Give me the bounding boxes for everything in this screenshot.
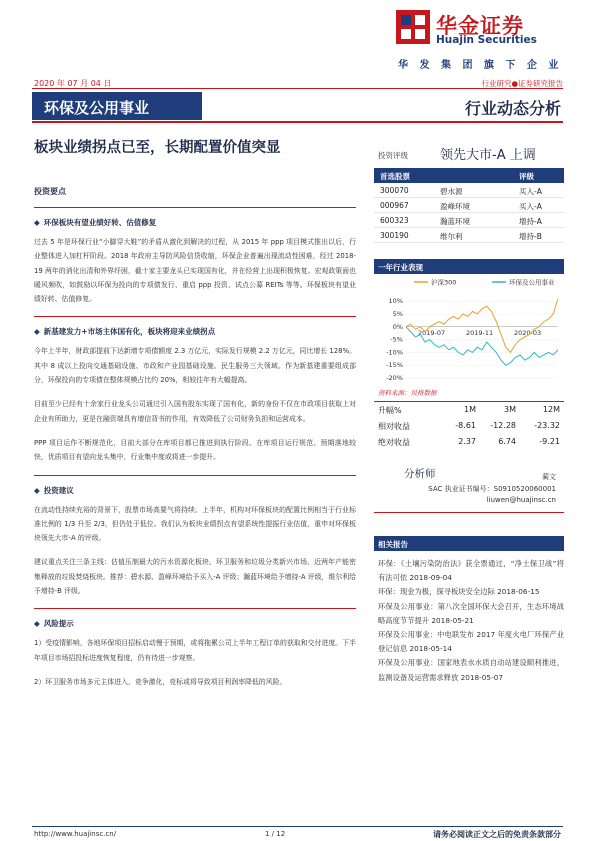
chart-source: 资料来源：贝格数据 (378, 389, 437, 397)
diamond-bullet-icon: ◆ (34, 619, 40, 629)
table-row (374, 434, 564, 450)
returns-label: 相对收益 (378, 422, 410, 431)
x-tick-label: 2019-07 (418, 328, 446, 337)
sidebar (374, 140, 564, 685)
page-number: 1 / 12 (265, 830, 286, 838)
returns-value: 2.37 (458, 437, 476, 446)
subsection-title (34, 485, 356, 496)
section-divider (34, 608, 356, 609)
returns-value: -9.21 (539, 437, 560, 446)
analyst-license: SAC 执业证书编号：S0910520060001 (428, 485, 556, 493)
company-logo (396, 8, 566, 71)
legend-label: 沪深300 (431, 278, 457, 287)
returns-header-cell: 升幅% (378, 406, 402, 415)
page-title: 板块业绩拐点已至，长期配置价值突显 (34, 140, 281, 156)
diamond-bullet-icon: ◆ (34, 485, 40, 495)
table-row (374, 198, 564, 213)
y-tick-label: -20% (386, 374, 403, 382)
y-tick-label: 5% (392, 309, 403, 318)
stock-code: 300190 (380, 231, 409, 240)
stock-rating: 买入-A (519, 202, 542, 211)
table-row (374, 213, 564, 228)
returns-label: 绝对收益 (378, 438, 410, 447)
analyst-name: 蔺文 (542, 473, 556, 481)
y-tick-label: -10% (386, 348, 403, 357)
title-divider (32, 121, 563, 123)
paragraph: 目前至少已经有十余家行业龙头公司通过引入国有股东实现了国有化，新的身份不仅在市政项目获取上对企业有所助力，更是在融资端具有增信背书的作用，有效降低了公司财务负担和运营成本。 (34, 400, 356, 423)
footer-disclaimer: 请务必阅读正文之后的免责条款部分 (433, 830, 561, 839)
x-tick-label: 2020-03 (514, 328, 542, 337)
analyst-email[interactable]: liuwen@huajinsc.cn (486, 496, 556, 504)
paragraph: 1）受疫情影响，各地环保项目招标启动慢于预期，或将拖累公司上半年工程订单的获取和交付进度。下半年项目市场招投标进度恢复程度，仍有待进一步观察。 (34, 639, 356, 662)
legend-label: 环保及公用事业 (509, 278, 555, 287)
paragraph: 今年上半年，财政部提前下达新增专项债额度 2.3 万亿元，实际发行规模 2.2 万亿元，同比增长 128%。其中 8 成以上投向交通基础设施、市政和产业园基础设施、民生服务三大领域。作为新基建重要组成部分，环保投向的专项债在整体规模占比约 20%，相较往年有大幅提高。 (34, 347, 356, 385)
stock-code: 600323 (380, 216, 409, 225)
subsection-title (34, 326, 356, 337)
column-header: 评级 (519, 172, 534, 181)
returns-value: -12.28 (490, 421, 516, 430)
analyst-label: 分析师 (404, 468, 436, 480)
report-tagline: 行业研究●证券研究报告 (481, 79, 563, 88)
line-chart (374, 274, 564, 384)
stock-name: 维尔利 (440, 232, 463, 241)
paragraph: PPP 项目运作不断规范化，目前大部分在库项目都已推进到执行阶段。在库项目运行规范、预期落地较快，优质项目有望向龙头集中，行业集中度或将进一步提升。 (34, 438, 356, 462)
rating-box (374, 140, 564, 168)
series-line (406, 299, 558, 353)
rating-value: 领先大市-A 上调 (440, 148, 536, 163)
returns-value: 6.74 (498, 437, 516, 446)
related-reports-title: 相关报告 (374, 536, 564, 551)
x-tick-label: 2019-11 (466, 328, 494, 337)
analyst-box (374, 460, 564, 530)
subsection-title (34, 217, 356, 228)
paragraph: 建议重点关注三条主线：估值压制最大的污水资源化板块、环卫服务和垃圾分类新兴市场、近两年产能密集释放的垃圾焚烧板块。推荐：碧水源、盈峰环境给予买入-A 评级；瀚蓝环境给予增持-A 评级，维尔利给予增持-B 评级。 (34, 558, 356, 596)
footer-url[interactable]: http://www.huajinsc.cn/ (34, 830, 117, 838)
table-row (374, 228, 564, 243)
column-header: 首选股票 (380, 172, 410, 181)
section-divider (374, 512, 564, 513)
subsection-label: 风险提示 (43, 619, 74, 629)
y-tick-label: -15% (386, 361, 403, 370)
brand-slogan: 华 发 集 团 旗 下 企 业 (398, 60, 563, 71)
diamond-bullet-icon: ◆ (34, 218, 40, 227)
stock-name: 盈峰环境 (440, 202, 470, 211)
list-item[interactable]: 环保：现金为极，探寻板块安全边际 2018-06-15 (378, 587, 540, 597)
report-type: 行业动态分析 (464, 99, 561, 118)
stock-table-header (374, 168, 564, 183)
sector-banner: 环保及公用事业 (32, 92, 202, 120)
subsection-label: 新基建发力+市场主体国有化，板块将迎来业绩拐点 (43, 327, 216, 337)
stock-name: 碧水源 (440, 187, 463, 196)
stock-code: 300070 (380, 186, 409, 195)
list-item[interactable]: 环保及公用事业：第八次全国环保大会召开，生态环境战略高度节节提升 2018-05-21 (378, 601, 564, 625)
stock-rating: 增持-A (519, 217, 542, 226)
returns-value: -8.61 (455, 421, 476, 430)
y-tick-label: -5% (390, 335, 403, 344)
stock-code: 000967 (380, 201, 409, 210)
subsection-title (34, 618, 356, 629)
diamond-bullet-icon: ◆ (34, 327, 40, 337)
performance-title: 一年行业表现 (374, 259, 564, 274)
returns-value: -23.32 (534, 421, 560, 430)
paragraph: 过去 5 年是环保行业“小脚穿大鞋”的矛盾从激化到解决的过程，从 2015 年 ppp 项目模式推出以后，行业整体进入加杠杆阶段。2018 年政府主导防风险信贷收缩，环保企业普遍出现流动性困难，经过 2018-19 两年的消化出清和外界纾困，截十家主要龙头已实现国有化，并在经营上出现积极恢复。宏观政策面也暖风频吹，如鼓励以环保为投向的专项债发行、重启 ppp 投资、试点公募 REITs 等等。环保板块有望业绩好转、估值修复。 (34, 238, 356, 304)
rating-label: 投资评级 (378, 151, 408, 160)
table-row (374, 183, 564, 198)
stock-rating: 买入-A (519, 187, 542, 196)
paragraph: 2）环卫服务市场多元主体进入，竞争激化，竞标或将导致项目利润率降低的风险。 (34, 677, 287, 686)
list-item[interactable]: 环保：《土壤污染防治法》获全票通过，“净土保卫战”将有法可依 2018-09-04 (378, 559, 564, 583)
returns-header-cell: 1M (464, 405, 476, 414)
footer-divider (32, 826, 563, 827)
huajin-logo-icon (396, 10, 430, 44)
brand-name-cn: 华金证券 (436, 14, 524, 38)
stock-rating: 增持-B (519, 232, 542, 241)
stock-name: 瀚蓝环境 (440, 217, 470, 226)
section-divider (34, 475, 356, 476)
main-content (34, 186, 356, 699)
returns-header (374, 402, 564, 418)
returns-header-cell: 3M (504, 405, 516, 414)
returns-header-cell: 12M (542, 405, 560, 414)
list-item[interactable]: 环保及公用事业：国家地表水水质自动站建设顺利推进，监测设备及运营需求释放 2018-05-07 (378, 658, 564, 682)
report-date: 2020 年 07 月 04 日 (34, 79, 112, 88)
header-divider (32, 88, 563, 89)
section-divider (34, 316, 356, 317)
subsection-label: 投资建议 (43, 485, 74, 495)
paragraph: 在流动性持续充裕的背景下，股票市场高要气将持续。上半年，机构对环保板块的配置比例相当于行业标准比例的 1/3 升至 2/3，但仍处于低位。我们认为板块业绩拐点有望系统性提振行业估值，重申对环保板块领先大市-A 的评级。 (34, 505, 356, 543)
performance-chart (374, 274, 564, 384)
subsection-label: 环保板块有望业绩好转、估值修复 (43, 218, 157, 227)
y-tick-label: 0% (392, 322, 403, 331)
related-reports-list (374, 551, 564, 685)
section-title: 投资要点 (34, 187, 66, 196)
y-tick-label: 10% (388, 297, 403, 306)
brand-name-en: Huajin Securities (436, 34, 537, 46)
section-divider (34, 207, 356, 208)
list-item[interactable]: 环保及公用事业：中电联发布 2017 年度火电厂环保产业登记信息 2018-05-14 (378, 630, 564, 654)
table-row (374, 418, 564, 434)
